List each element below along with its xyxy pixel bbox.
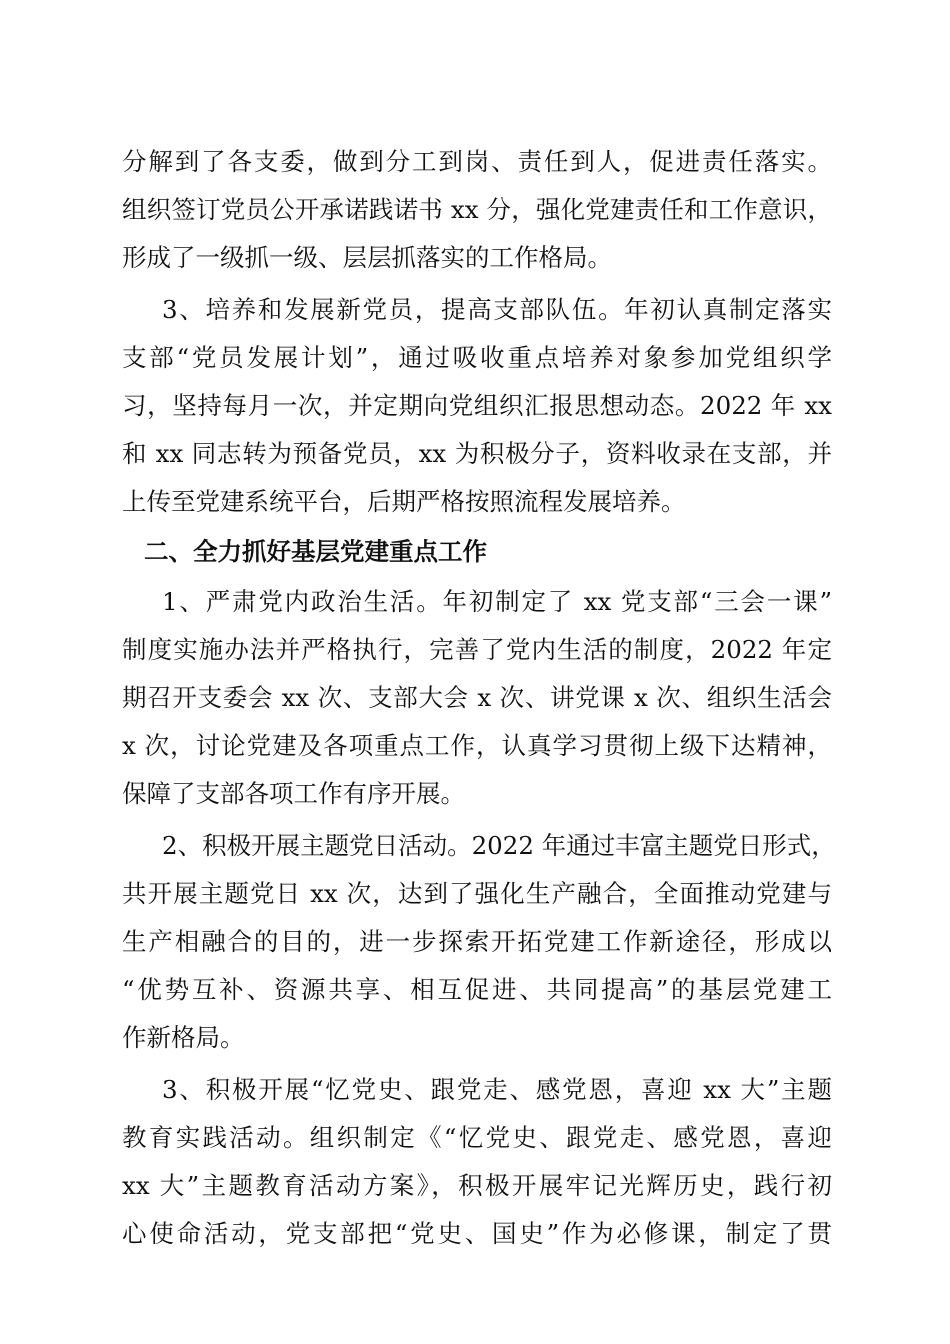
- text-line: 3、积极开展“忆党史、跟党走、感党恩，喜迎 xx 大”主题: [162, 1075, 832, 1104]
- text-line: 1、严肃党内政治生活。年初制定了 xx 党支部“三会一课”: [162, 587, 832, 616]
- text-line: 共开展主题党日 xx 次，达到了强化生产融合，全面推动党建与: [122, 879, 832, 908]
- text-line: 作新格局。: [122, 1023, 245, 1052]
- text-line: 心使命活动，党支部把“党史、国史”作为必修课，制定了贯: [122, 1219, 832, 1248]
- text-line: 上传至党建系统平台，后期严格按照流程发展培养。: [122, 487, 686, 516]
- text-line: 生产相融合的目的，进一步探索开拓党建工作新途径，形成以: [122, 927, 832, 956]
- text-line: 2、积极开展主题党日活动。2022 年通过丰富主题党日形式，: [162, 831, 836, 860]
- text-line: x 次，讨论党建及各项重点工作，认真学习贯彻上级下达精神，: [122, 731, 832, 760]
- text-line: 支部“党员发展计划”，通过吸收重点培养对象参加党组织学: [122, 343, 832, 372]
- text-line: 教育实践活动。组织制定《“忆党史、跟党走、感党恩，喜迎: [122, 1123, 832, 1152]
- text-line: 3、培养和发展新党员，提高支部队伍。年初认真制定落实: [162, 295, 832, 324]
- text-line: 保障了支部各项工作有序开展。: [122, 779, 465, 808]
- text-line: xx 大”主题教育活动方案》，积极开展牢记光辉历史，践行初: [122, 1171, 832, 1200]
- text-line: 制度实施办法并严格执行，完善了党内生活的制度，2022 年定: [122, 635, 832, 664]
- text-line: 期召开支委会 xx 次、支部大会 x 次、讲党课 x 次、组织生活会: [122, 683, 832, 712]
- text-line: 习，坚持每月一次，并定期向党组织汇报思想动态。2022 年 xx: [122, 391, 832, 420]
- text-line: 组织签订党员公开承诺践诺书 xx 分，强化党建责任和工作意识，: [122, 195, 832, 224]
- text-line: 分解到了各支委，做到分工到岗、责任到人，促进责任落实。: [122, 147, 832, 176]
- text-line: 形成了一级抓一级、层层抓落实的工作格局。: [122, 243, 612, 272]
- text-line: “优势互补、资源共享、相互促进、共同提高”的基层党建工: [122, 975, 832, 1004]
- text-line: 和 xx 同志转为预备党员，xx 为积极分子，资料收录在支部，并: [122, 439, 832, 468]
- section-heading: 二、全力抓好基层党建重点工作: [144, 537, 487, 566]
